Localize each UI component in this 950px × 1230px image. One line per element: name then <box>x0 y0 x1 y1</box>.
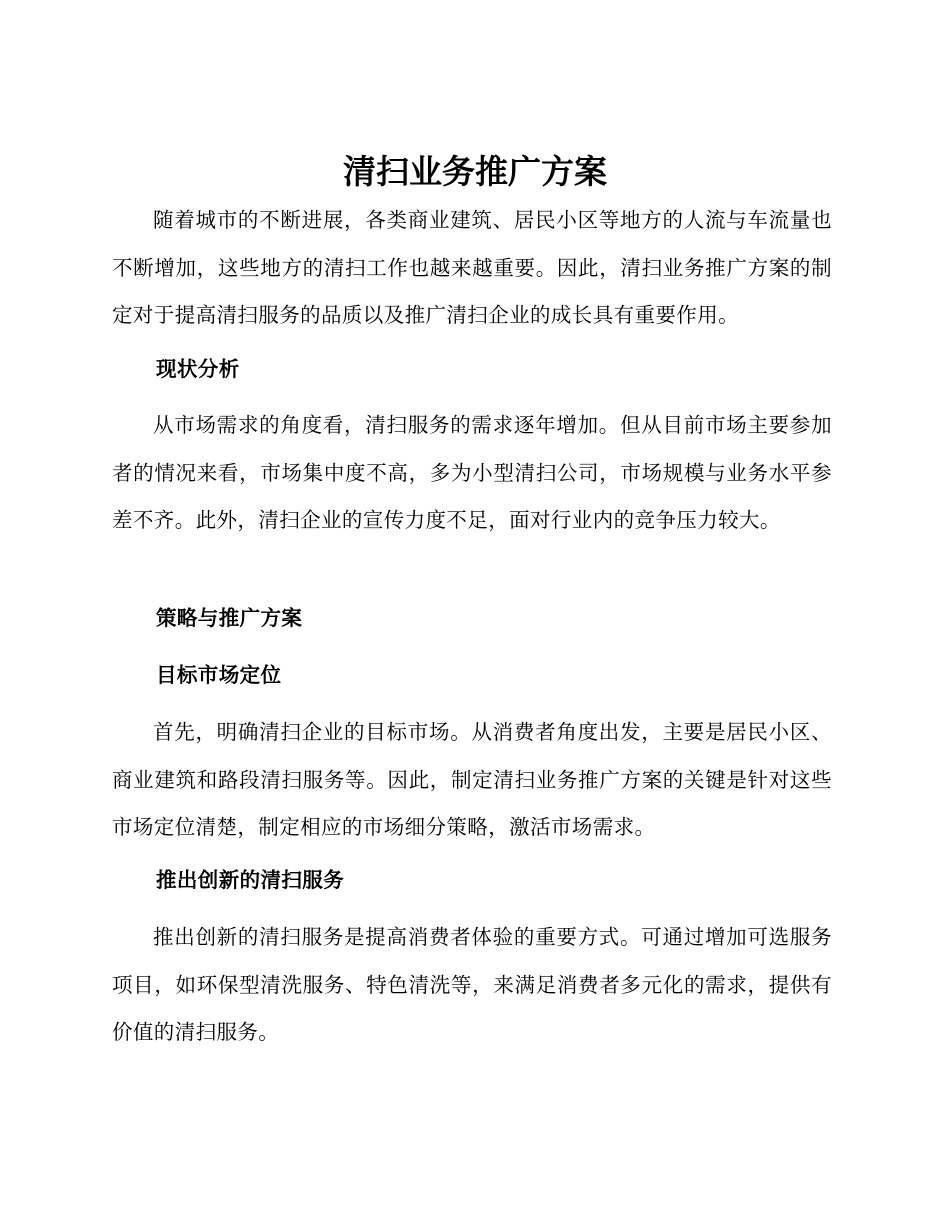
status-analysis-paragraph: 从市场需求的角度看，清扫服务的需求逐年增加。但从目前市场主要参加者的情况来看，市场集中度不高，多为小型清扫公司，市场规模与业务水平参差不齐。此外，清扫企业的宣传力度不足，面对行业内的竞争压力较大。 <box>112 413 832 532</box>
section-heading-strategy: 策略与推广方案 <box>156 606 303 630</box>
intro-paragraph: 随着城市的不断进展，各类商业建筑、居民小区等地方的人流与车流量也不断增加，这些地方的清扫工作也越来越重要。因此，清扫业务推广方案的制定对于提高清扫服务的品质以及推广清扫企业的成长具有重要作用。 <box>112 208 832 327</box>
document-title: 清扫业务推广方案 <box>343 152 607 191</box>
section-heading-target-market: 目标市场定位 <box>156 663 282 687</box>
section-heading-innovative-service: 推出创新的清扫服务 <box>156 868 345 892</box>
innovative-service-paragraph: 推出创新的清扫服务是提高消费者体验的重要方式。可通过增加可选服务项目，如环保型清洗服务、特色清洗等，来满足消费者多元化的需求，提供有价值的清扫服务。 <box>112 925 832 1044</box>
target-market-paragraph: 首先，明确清扫企业的目标市场。从消费者角度出发，主要是居民小区、商业建筑和路段清扫服务等。因此，制定清扫业务推广方案的关键是针对这些市场定位清楚，制定相应的市场细分策略，激活市场需求。 <box>112 720 832 839</box>
section-heading-status-analysis: 现状分析 <box>156 357 240 381</box>
